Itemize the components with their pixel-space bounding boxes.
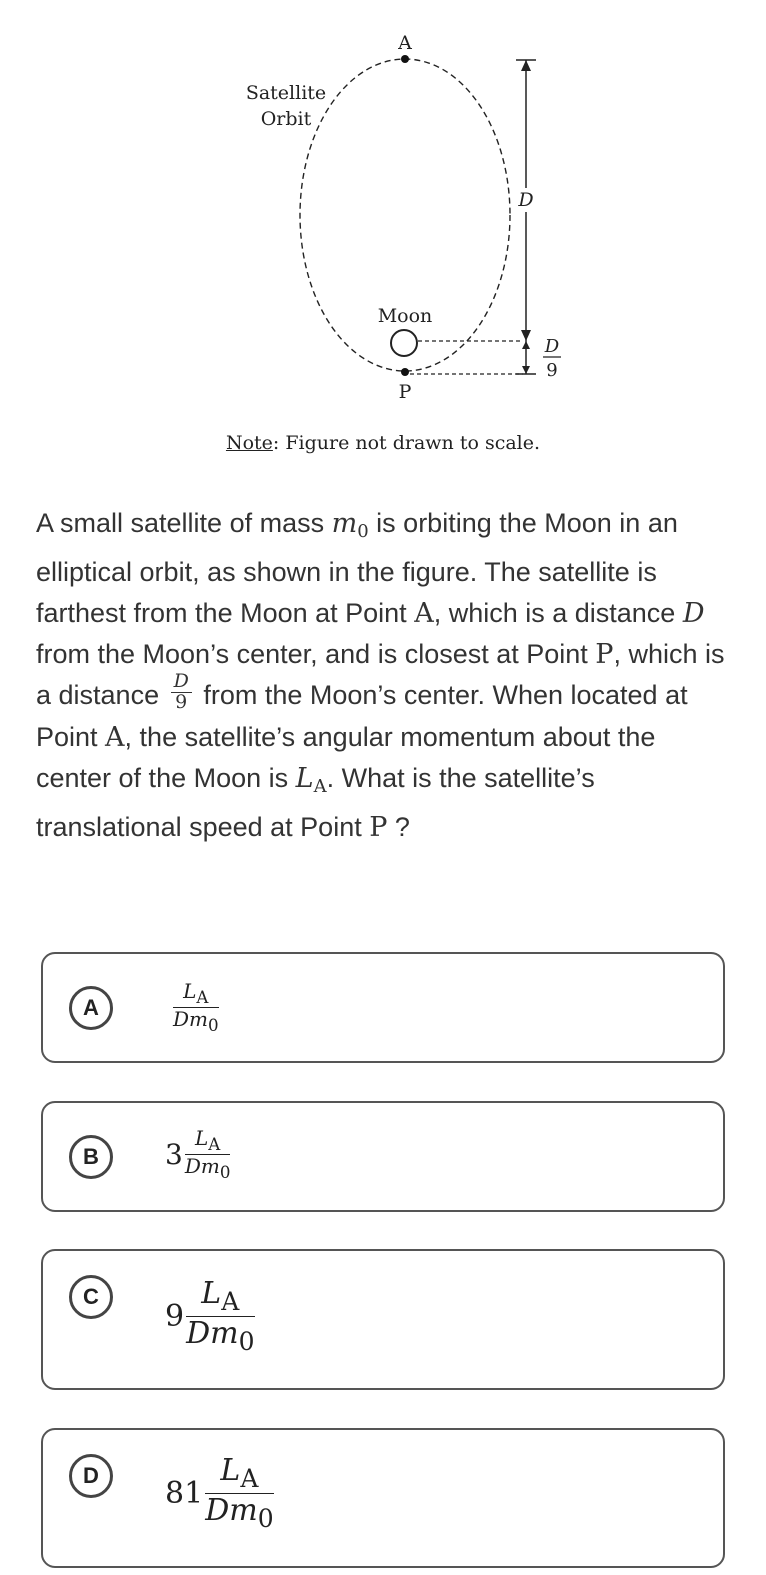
note-prefix: Note [225,432,273,454]
orbit-diagram [0,0,766,420]
point-a-dot [401,55,409,63]
question-fraction: $\frac{D}{9}$ [171,672,192,713]
option-expression: 3 $\frac{L_A}{Dm_0}$ [165,1126,231,1183]
label-distance-d: D [518,189,534,211]
answer-option-a[interactable] [41,952,725,1063]
option-letter-badge: D [69,1454,113,1498]
option-expression: 9 $\frac{L_A}{Dm_0}$ [165,1276,255,1356]
option-expression: $\frac{L_A}{Dm_0}$ [173,979,219,1036]
moon-circle [391,330,417,356]
label-point-a: A [398,32,412,54]
answer-option-c[interactable] [41,1249,725,1390]
label-moon: Moon [377,305,433,327]
label-orbit-line2: Orbit [260,108,312,130]
orbit-figure [0,0,766,470]
note-text: : Figure not drawn to scale. [272,432,541,454]
point-p-dot [401,368,409,376]
label-d9-num: D [544,336,560,357]
option-letter-badge: B [69,1135,113,1179]
label-d9-den: 9 [546,360,558,381]
figure-note [0,432,766,454]
label-orbit-line1: Satellite [245,82,327,104]
question-text: A small satellite of mass $m_0$ is orbiting the Moon in an elliptical orbit, as shown in the figure. The satellite is farthest from the Moon at Point A, which is a distance D from the Moon’s center, and is closest at Point P, which is a distance $\frac{D}{9}$ from the Moon’s center. When located at Point A, the satellite’s angular momentum about the center of the Moon is $L_A$. What is the satellite’s translational speed at Point P ? [36,508,725,844]
answer-option-d[interactable] [41,1428,725,1568]
answer-option-b[interactable] [41,1101,725,1212]
option-letter-badge: C [69,1275,113,1319]
label-point-p: P [398,381,412,403]
option-expression: 81 $\frac{L_A}{Dm_0}$ [165,1453,274,1533]
option-letter-badge: A [69,986,113,1030]
